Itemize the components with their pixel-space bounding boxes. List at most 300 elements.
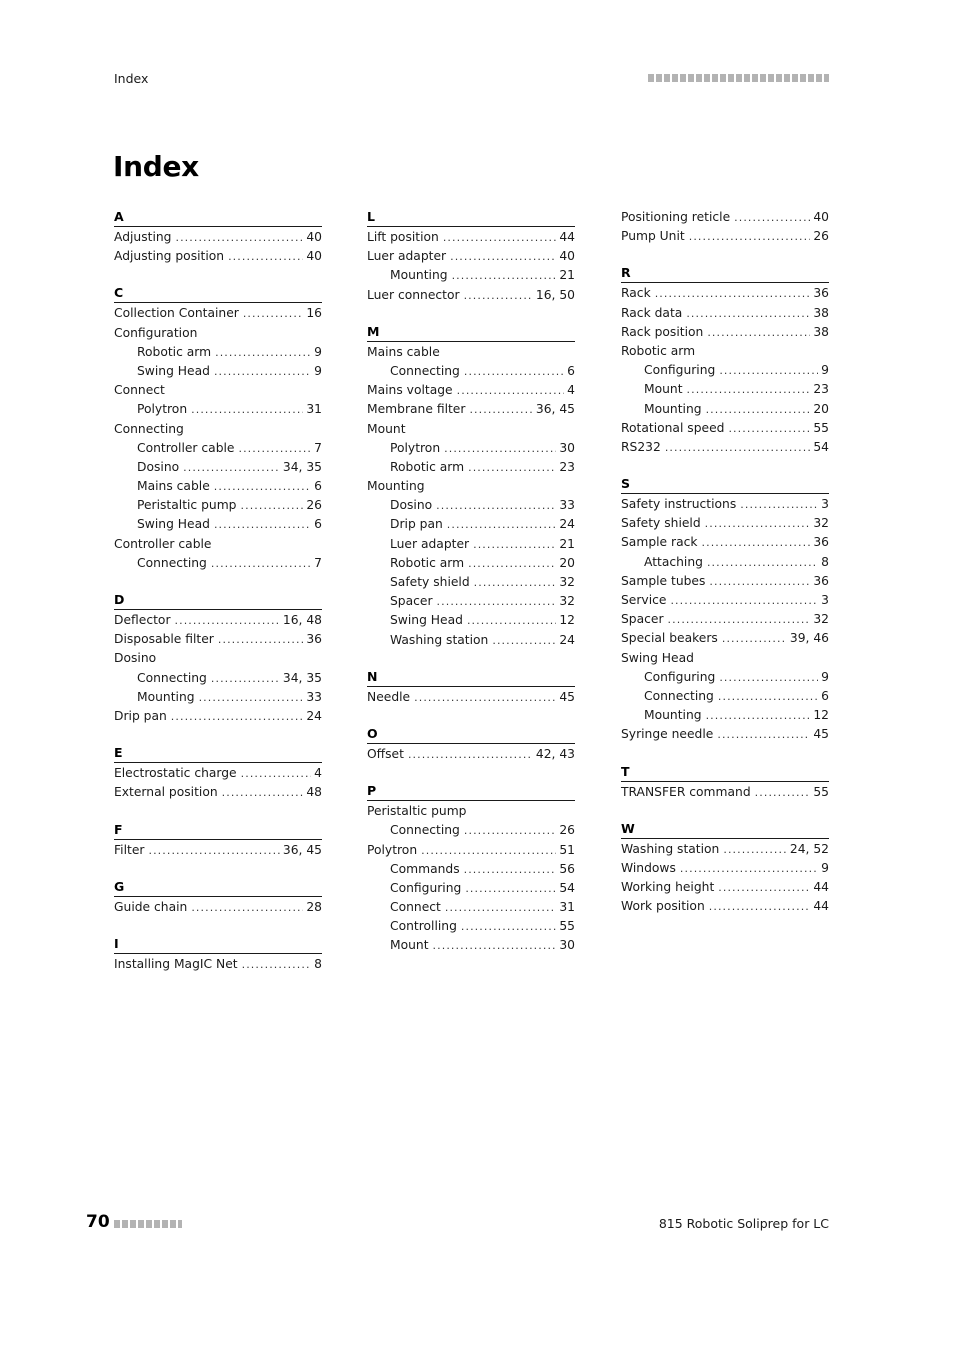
index-subentry [367,496,575,515]
index-letter-heading: P [367,782,575,801]
index-term: Mains voltage [367,383,453,398]
index-entry [621,629,829,648]
index-subentry [367,592,575,611]
index-subentry [114,439,322,458]
index-subentry [621,687,829,706]
index-page-ref: 45 [813,727,829,742]
dot-leader [461,917,556,936]
index-term: Guide chain [114,899,188,914]
dot-leader [689,227,811,246]
index-letter-heading: E [114,744,322,763]
index-page-ref: 6 [314,479,322,494]
dot-leader [670,591,818,610]
index-page-ref: 20 [559,555,575,570]
index-term: Spacer [390,594,433,609]
index-subentry [621,706,829,725]
index-entry [621,495,829,514]
index-entry [114,247,322,266]
index-entry [367,745,575,764]
dot-leader [464,821,556,840]
index-subentry [367,611,575,630]
index-entry [114,420,322,439]
dot-leader [215,343,311,362]
dot-leader [717,725,810,744]
footer-page-number: 70 [86,1212,110,1232]
index-subentry [367,535,575,554]
index-term: Collection Container [114,306,239,321]
index-term: Polytron [137,402,188,417]
index-letter-heading: D [114,591,322,610]
index-letter-heading: T [621,763,829,782]
dot-leader [243,304,304,323]
index-subentry [621,361,829,380]
index-term: Connect [390,900,441,915]
index-entry [621,610,829,629]
index-entry [621,304,829,323]
index-letter-group [367,323,575,650]
index-entry [621,533,829,552]
index-term: Membrane filter [367,402,466,417]
index-term: Connecting [644,688,714,703]
index-entry [114,898,322,917]
index-page-ref: 24 [306,708,322,723]
index-letter-group [367,782,575,956]
index-term: Mount [390,938,429,953]
index-term: Mounting [644,401,702,416]
index-subentry [367,898,575,917]
index-term: Mounting [137,689,195,704]
dot-leader [722,629,787,648]
index-subentry [367,631,575,650]
dot-leader [242,955,312,974]
index-term: Washing station [390,632,489,647]
index-page-ref: 45 [559,689,575,704]
index-term: Configuring [644,363,716,378]
index-subentry [367,439,575,458]
dot-leader [707,553,818,572]
index-term: Service [621,593,667,607]
dot-leader [718,878,810,897]
index-page-ref: 4 [314,766,322,781]
index-letter-heading: C [114,284,322,303]
index-page-ref: 7 [314,440,322,455]
index-term: Rack position [621,324,704,339]
index-term: Configuration [114,325,198,340]
page-title: Index [113,150,199,183]
dot-leader [719,668,818,687]
index-letter-group [114,284,322,573]
index-term: Configuring [390,880,462,895]
index-page-ref: 31 [559,900,575,915]
index-term: Controller cable [114,536,212,551]
index-subentry [114,458,322,477]
index-term: Rotational speed [621,420,725,435]
index-page-ref: 54 [559,880,575,895]
index-page-ref: 38 [813,324,829,339]
index-page-ref: 44 [559,230,575,244]
dot-leader [706,400,811,419]
index-page-ref: 34, 35 [282,459,322,474]
index-term: Working height [621,880,715,895]
index-term: Spacer [621,612,664,627]
index-term: Mounting [644,708,702,723]
index-page-ref: 32 [813,516,829,531]
index-page-ref: 12 [559,613,575,628]
index-term: Drip pan [390,517,443,532]
index-subentry [621,668,829,687]
index-entry [367,343,575,362]
index-term: Dosino [137,459,180,474]
index-term: Safety shield [621,516,701,531]
index-term: Peristaltic pump [137,498,237,513]
index-page-ref: 23 [559,459,575,474]
index-entry [114,611,322,630]
index-entry [114,630,322,649]
dot-leader [445,898,556,917]
index-subentry [367,266,575,285]
index-page-ref: 16 [306,306,322,321]
index-letter-group [621,264,829,457]
index-term: Mounting [367,479,425,494]
index-term: External position [114,785,218,800]
index-letter-group [621,208,829,246]
dot-leader [211,554,311,573]
index-page-ref: 8 [821,554,829,569]
index-term: Electrostatic charge [114,766,237,781]
index-term: Offset [367,746,404,761]
index-term: Windows [621,860,676,875]
index-term: Connecting [137,555,207,570]
index-entry [367,381,575,400]
dot-leader [433,936,557,955]
index-term: Filter [114,842,145,857]
index-term: Mounting [390,268,448,283]
index-subentry [114,400,322,419]
index-entry [114,381,322,400]
index-letter-group [114,591,322,726]
index-page-ref: 32 [813,612,829,627]
dot-leader [214,477,311,496]
index-entry [114,955,322,974]
dot-leader [755,783,811,802]
dot-leader [492,631,556,650]
index-page-ref: 20 [813,401,829,416]
index-entry [114,783,322,802]
index-entry [114,649,322,668]
index-entry [367,400,575,419]
dot-leader [175,611,280,630]
dot-leader [211,669,280,688]
dot-leader [191,400,303,419]
index-subentry [367,515,575,534]
dot-leader [473,535,556,554]
index-entry [621,897,829,916]
dot-leader [464,286,533,305]
dot-leader [686,304,810,323]
index-letter-group [114,208,322,266]
index-term: Rack [621,286,651,301]
index-page-ref: 3 [821,593,829,607]
index-subentry [367,362,575,381]
index-term: Luer adapter [367,249,447,264]
index-letter-heading: G [114,878,322,897]
index-entry [367,228,575,247]
index-subentry [367,573,575,592]
index-subentry [114,669,322,688]
index-page-ref: 40 [559,249,575,264]
header-section-label: Index [114,71,149,86]
index-page-ref: 16, 48 [282,613,322,627]
dot-leader [444,439,556,458]
index-subentry [367,879,575,898]
index-page-ref: 9 [821,860,829,875]
index-page-ref: 36 [813,286,829,301]
dot-leader [228,247,303,266]
index-entry [367,286,575,305]
index-page-ref: 42, 43 [535,746,575,761]
index-page-ref: 23 [813,382,829,397]
index-page-ref: 36 [813,535,829,550]
dot-leader [740,495,818,514]
index-term: Swing Head [137,363,210,378]
dot-leader [443,228,557,247]
index-term: Dosino [390,498,433,513]
index-term: Needle [367,689,411,704]
index-term: Disposable filter [114,632,214,647]
index-page-ref: 24 [559,632,575,647]
dot-leader [222,783,304,802]
dot-leader [718,687,818,706]
footer-square-pattern [114,1220,182,1228]
dot-leader [191,898,303,917]
index-letter-group [114,935,322,974]
index-page-ref: 40 [306,230,322,244]
index-entry [367,477,575,496]
index-page-ref: 3 [821,497,829,512]
index-term: Luer connector [367,287,460,302]
dot-leader [707,323,810,342]
dot-leader [171,707,304,726]
dot-leader [467,611,556,630]
index-term: Robotic arm [137,344,212,359]
index-letter-group [367,668,575,707]
index-entry [621,725,829,744]
index-page-ref: 6 [821,688,829,703]
dot-leader [702,533,811,552]
index-entry [621,284,829,303]
index-term: Lift position [367,230,439,244]
index-term: Connecting [114,421,184,436]
index-letter-heading: L [367,208,575,227]
index-term: Robotic arm [390,459,465,474]
dot-leader [436,496,556,515]
index-entry [114,841,322,860]
index-term: Configuring [644,669,716,684]
dot-leader [218,630,303,649]
index-term: Swing Head [390,613,463,628]
index-page-ref: 24 [559,517,575,532]
dot-leader [734,208,810,227]
index-page-ref: 21 [559,268,575,283]
index-subentry [367,458,575,477]
index-page-ref: 24, 52 [789,841,829,856]
index-term: Adjusting [114,230,172,244]
index-page-ref: 30 [559,440,575,455]
index-page-ref: 28 [306,899,322,914]
index-page-ref: 32 [559,594,575,609]
footer-doc-title: 815 Robotic Soliprep for LC [658,1216,829,1231]
index-term: Polytron [367,842,418,857]
dot-leader [665,438,811,457]
index-letter-heading: M [367,323,575,342]
dot-leader [709,897,811,916]
dot-leader [214,362,311,381]
dot-leader [655,284,811,303]
index-term: Polytron [390,440,441,455]
index-page-ref: 30 [559,938,575,953]
index-entry [621,438,829,457]
index-entry [621,859,829,878]
index-column-1 [114,208,322,992]
index-entry [114,228,322,247]
index-term: Adjusting position [114,249,225,264]
dot-leader [457,381,565,400]
dot-leader [723,840,787,859]
index-column-3 [621,208,829,934]
dot-leader [408,745,533,764]
index-subentry [114,515,322,534]
dot-leader [464,362,564,381]
dot-leader [238,439,311,458]
index-term: Swing Head [137,517,210,532]
index-subentry [114,496,322,515]
index-page-ref: 4 [567,383,575,398]
index-entry [621,419,829,438]
index-term: Sample rack [621,535,698,550]
index-page-ref: 55 [559,919,575,934]
index-page-ref: 6 [314,517,322,532]
dot-leader [706,706,811,725]
index-letter-group [367,725,575,764]
index-page-ref: 8 [314,956,322,971]
index-page-ref: 9 [821,669,829,684]
index-page-ref: 44 [813,899,829,914]
dot-leader [437,592,557,611]
index-entry [114,764,322,783]
index-subentry [114,362,322,381]
index-page-ref: 36 [306,632,322,647]
index-term: TRANSFER command [621,784,751,799]
index-term: Robotic arm [621,343,696,358]
index-page-ref: 12 [813,708,829,723]
index-letter-group [114,744,322,802]
index-subentry [114,343,322,362]
index-term: Controller cable [137,440,235,455]
index-subentry [114,554,322,573]
index-letter-heading: F [114,821,322,840]
index-entry [367,247,575,266]
index-entry [367,688,575,707]
index-subentry [621,553,829,572]
index-page-ref: 48 [306,785,322,800]
index-page-ref: 9 [821,363,829,378]
index-term: Special beakers [621,631,718,646]
index-entry [621,878,829,897]
index-entry [621,840,829,859]
index-page-ref: 33 [559,498,575,513]
dot-leader [199,688,304,707]
index-entry [114,324,322,343]
dot-leader [705,514,811,533]
dot-leader [148,841,279,860]
dot-leader [709,572,810,591]
dot-leader [421,841,556,860]
dot-leader [183,458,280,477]
index-letter-group [621,820,829,917]
index-page-ref: 56 [559,861,575,876]
index-page-ref: 40 [813,210,829,224]
index-letter-heading: I [114,935,322,954]
index-entry [114,707,322,726]
index-letter-heading: S [621,475,829,494]
index-term: Positioning reticle [621,210,731,224]
index-letter-heading: N [367,668,575,687]
index-page-ref: 32 [559,575,575,589]
index-page-ref: 9 [314,344,322,359]
index-entry [621,591,829,610]
index-entry [367,802,575,821]
index-page-ref: 55 [813,784,829,799]
index-page-ref: 26 [559,823,575,838]
dot-leader [474,573,557,592]
index-letter-group [114,878,322,917]
index-term: Sample tubes [621,573,706,588]
index-term: Luer adapter [390,536,470,551]
index-letter-heading: W [621,820,829,839]
index-letter-heading: R [621,264,829,283]
dot-leader [214,515,311,534]
index-entry [114,535,322,554]
index-page-ref: 16, 50 [535,287,575,302]
index-column-2 [367,208,575,974]
dot-leader [728,419,810,438]
index-term: Drip pan [114,708,167,723]
index-entry [621,649,829,668]
index-letter-group [114,821,322,860]
index-page-ref: 39, 46 [789,631,829,646]
dot-leader [447,515,557,534]
index-term: RS232 [621,439,661,454]
dot-leader [175,228,303,247]
index-term: Rack data [621,305,683,320]
index-term: Attaching [644,554,703,569]
index-letter-group [367,208,575,305]
index-term: Dosino [114,651,157,666]
index-page-ref: 26 [306,498,322,513]
dot-leader [469,400,532,419]
index-term: Syringe needle [621,727,714,742]
header-square-pattern [648,74,829,82]
index-page-ref: 55 [813,420,829,435]
index-letter-heading: O [367,725,575,744]
index-term: Washing station [621,841,720,856]
dot-leader [241,764,312,783]
index-entry [621,323,829,342]
index-page-ref: 26 [813,229,829,244]
index-term: Connect [114,383,165,398]
index-entry [621,227,829,246]
index-term: Connecting [390,823,460,838]
